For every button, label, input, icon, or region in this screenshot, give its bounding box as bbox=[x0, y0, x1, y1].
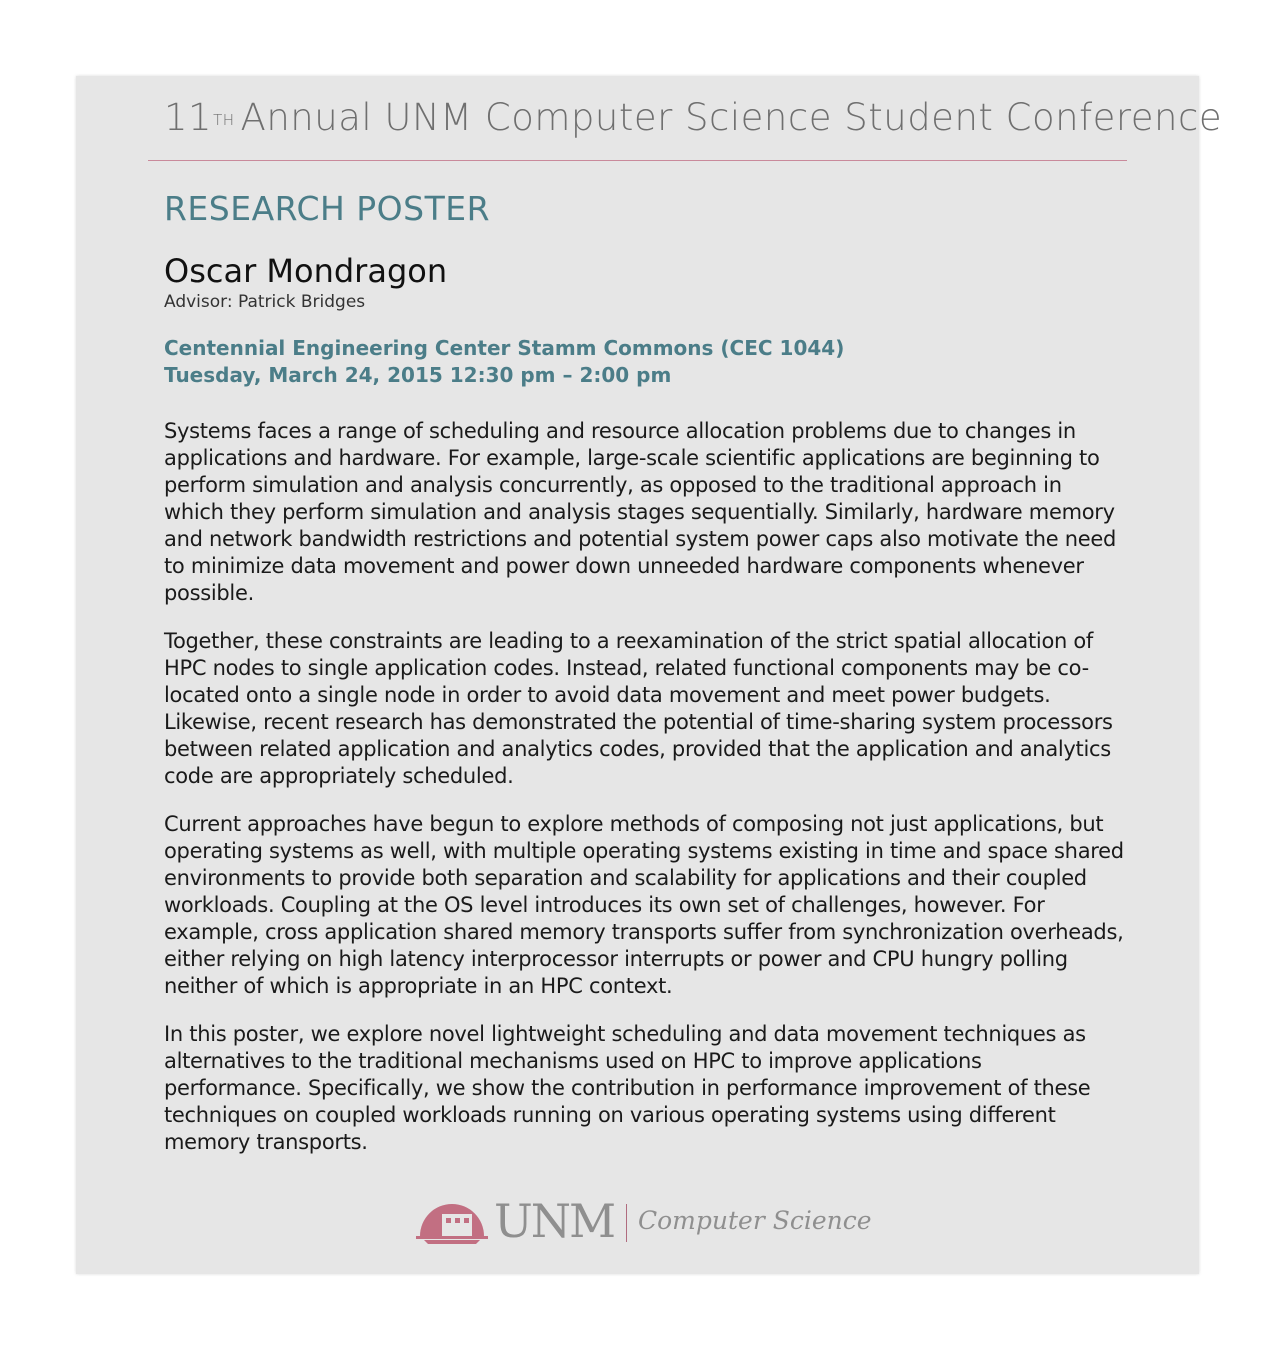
conference-number-suffix: TH bbox=[213, 111, 235, 129]
event-datetime: Tuesday, March 24, 2015 12:30 pm – 2:00 pm bbox=[164, 363, 672, 387]
section-label: RESEARCH POSTER bbox=[164, 189, 491, 228]
abstract-paragraph: In this poster, we explore novel lightweight scheduling and data movement techniques as alternatives to the traditional mechanisms used on HPC to improve applications performance. Specifically, we show the contribution in performance improvement of these techniques on coupled workloads running on various operating systems using different memory transports. bbox=[164, 1022, 1091, 1154]
poster-card bbox=[76, 76, 1223, 1274]
unm-sun-building-logo-icon bbox=[416, 1196, 488, 1244]
abstract-paragraph: Together, these constraints are leading to a reexamination of the strict spatial allocation of HPC nodes to single application codes. Instead, related functional components may be co-located onto a single node in order to avoid data movement and meet power budgets. Likewise, recent research has demonstrated the potential of time-sharing system processors between related application and analytics codes, provided that the application and analytics code are appropriately scheduled. bbox=[164, 629, 1113, 788]
logo-divider bbox=[626, 1204, 627, 1242]
abstract bbox=[164, 418, 1124, 1177]
abstract-paragraph: Systems faces a range of scheduling and resource allocation problems due to changes in applications and hardware. For example, large-scale scientific applications are beginning to perform simulation and analysis concurrently, as opposed to the traditional approach in which they perform simulation and analysis stages sequentially. Similarly, hardware memory and network bandwidth restrictions and potential system power caps also motivate the need to minimize data movement and power down unneeded hardware components whenever possible. bbox=[164, 419, 1117, 605]
conference-number: 11 bbox=[164, 96, 213, 139]
logo-wordmark: UNM bbox=[494, 1194, 615, 1248]
event-location: Centennial Engineering Center Stamm Commons (CEC 1044) bbox=[164, 336, 845, 360]
unm-cs-logo bbox=[416, 1194, 872, 1250]
logo-department: Computer Science bbox=[638, 1206, 872, 1235]
advisor-line: Advisor: Patrick Bridges bbox=[164, 292, 366, 312]
abstract-paragraph: Current approaches have begun to explore methods of composing not just applications, but operating systems as well, with multiple operating systems existing in time and space shared environments to provide both separation and scalability for applications and their coupled workloads. Coupling at the OS level introduces its own set of challenges, however. For example, cross application shared memory transports suffer from synchronization overheads, either relying on high latency interprocessor interrupts or power and CPU hungry polling neither of which is appropriate in an HPC context. bbox=[164, 812, 1124, 998]
presenter-name: Oscar Mondragon bbox=[164, 252, 448, 290]
header-divider bbox=[148, 160, 1127, 161]
conference-title bbox=[164, 94, 1223, 142]
conference-name: Annual UNM Computer Science Student Conference bbox=[240, 96, 1223, 139]
